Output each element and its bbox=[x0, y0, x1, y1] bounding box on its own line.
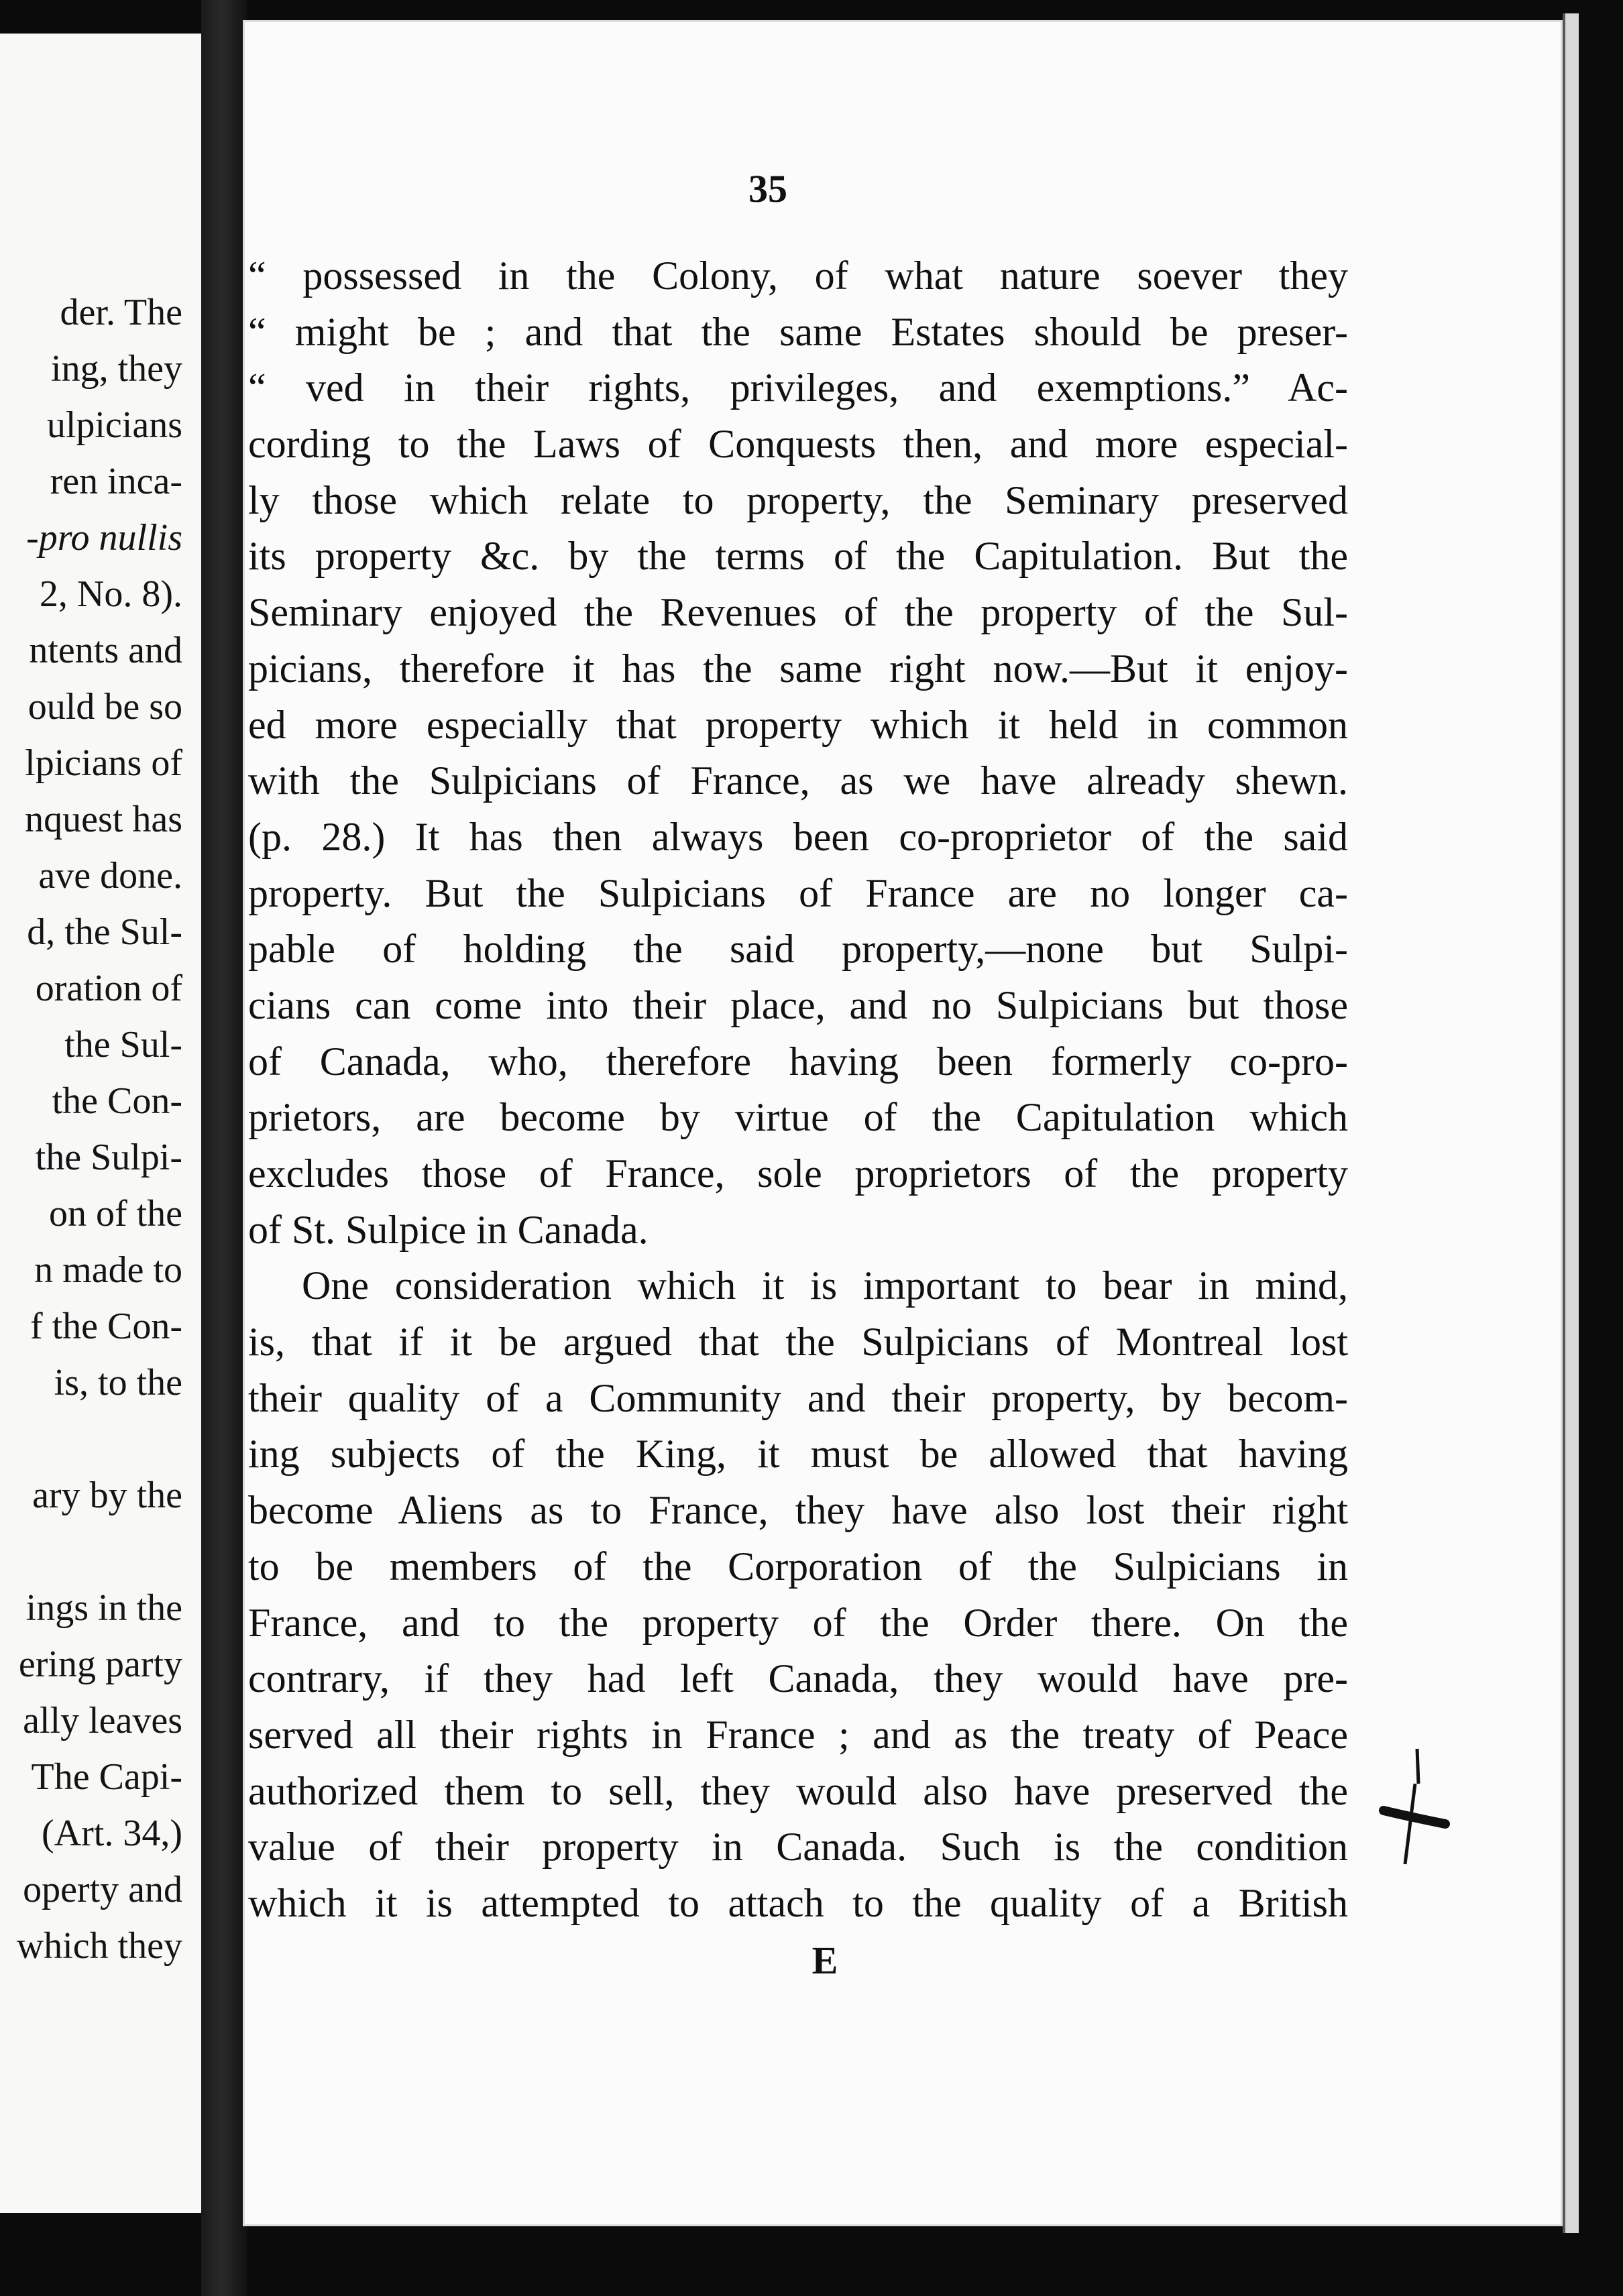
left-page-line: ntents and bbox=[29, 630, 182, 671]
left-page-line: which they bbox=[16, 1925, 182, 1967]
text-line: ed more especially that property which it held in common bbox=[248, 702, 1348, 747]
left-page-line: ing, they bbox=[51, 348, 182, 390]
left-page-line: d, the Sul- bbox=[27, 911, 182, 953]
text-line: excludes those of France, sole proprietors of the property bbox=[248, 1151, 1348, 1196]
text-line: One consideration which it is important to bear in mind, bbox=[302, 1263, 1348, 1308]
left-page-line: on of the bbox=[48, 1193, 182, 1235]
text-line: of Canada, who, therefore having been formerly co-pro- bbox=[248, 1039, 1348, 1084]
text-line: authorized them to sell, they would also have preserved the bbox=[248, 1768, 1348, 1813]
text-line: cians can come into their place, and no Sulpicians but those bbox=[248, 982, 1348, 1027]
left-page-line: nquest has bbox=[25, 799, 182, 840]
text-line: (p. 28.) It has then always been co-proprietor of the said bbox=[248, 814, 1348, 859]
left-page-line: ary by the bbox=[32, 1475, 182, 1516]
text-line: contrary, if they had left Canada, they would have pre- bbox=[248, 1656, 1348, 1701]
left-page-line: The Capi- bbox=[31, 1756, 182, 1798]
left-page-line: f the Con- bbox=[30, 1306, 182, 1347]
page-number: 35 bbox=[748, 167, 787, 211]
body-text bbox=[248, 248, 1348, 1932]
margin-mark-icon bbox=[1378, 1743, 1452, 1871]
text-line: their quality of a Community and their property, by becom- bbox=[248, 1375, 1348, 1420]
left-page-line: n made to bbox=[34, 1249, 182, 1291]
page-edge bbox=[1563, 13, 1579, 2233]
left-page-line: the Sulpi- bbox=[35, 1137, 182, 1178]
left-page-line: lpicians of bbox=[25, 742, 182, 784]
left-page-line: ould be so bbox=[27, 686, 182, 728]
text-line: of St. Sulpice in Canada. bbox=[248, 1207, 649, 1252]
text-line: become Aliens as to France, they have also lost their right bbox=[248, 1488, 1348, 1533]
text-line: value of their property in Canada. Such is the condition bbox=[248, 1825, 1348, 1870]
text-line: “ ved in their rights, privileges, and exemptions.” Ac- bbox=[248, 365, 1348, 410]
left-page-line: ering party bbox=[18, 1644, 182, 1685]
left-page bbox=[0, 34, 201, 2213]
left-page-line: oration of bbox=[35, 968, 182, 1009]
text-line: Seminary enjoyed the Revenues of the property of the Sul- bbox=[248, 590, 1348, 635]
text-line: ing subjects of the King, it must be allowed that having bbox=[248, 1432, 1348, 1477]
left-page-line: ulpicians bbox=[46, 404, 182, 446]
left-page-line: ally leaves bbox=[23, 1700, 182, 1741]
text-line: served all their rights in France ; and as the treaty of Peace bbox=[248, 1712, 1348, 1757]
text-line: pable of holding the said property,—none but Sulpi- bbox=[248, 927, 1348, 972]
left-page-line: (Art. 34,) bbox=[42, 1813, 182, 1854]
signature-mark: E bbox=[812, 1939, 838, 1982]
left-page-line: is, to the bbox=[54, 1362, 182, 1403]
text-line: picians, therefore it has the same right now.—But it enjoy- bbox=[248, 646, 1348, 691]
text-line: its property &c. by the terms of the Capitulation. But the bbox=[248, 534, 1348, 579]
text-line: prietors, are become by virtue of the Capitulation which bbox=[248, 1095, 1348, 1140]
text-line: France, and to the property of the Order there. On the bbox=[248, 1600, 1348, 1645]
text-line: cording to the Laws of Conquests then, and more especial- bbox=[248, 422, 1348, 467]
left-page-line: the Con- bbox=[52, 1080, 182, 1122]
left-page-line: operty and bbox=[23, 1869, 182, 1910]
left-page-line: -pro nullis bbox=[26, 517, 182, 559]
left-page-line: the Sul- bbox=[64, 1024, 182, 1066]
left-page-line: der. The bbox=[60, 292, 182, 333]
left-page-line: 2, No. 8). bbox=[39, 573, 182, 615]
text-line: is, that if it be argued that the Sulpicians of Montreal lost bbox=[248, 1320, 1348, 1365]
text-line: with the Sulpicians of France, as we have already shewn. bbox=[248, 758, 1348, 803]
text-line: “ might be ; and that the same Estates should be preser- bbox=[248, 309, 1348, 354]
left-page-line: ings in the bbox=[25, 1587, 182, 1629]
text-line: “ possessed in the Colony, of what nature soever they bbox=[248, 253, 1348, 298]
left-page-line: ave done. bbox=[38, 855, 182, 897]
text-line: which it is attempted to attach to the quality of a British bbox=[248, 1880, 1348, 1925]
book-gutter bbox=[201, 0, 247, 2296]
left-page-line: ren inca- bbox=[50, 461, 182, 502]
text-line: ly those which relate to property, the Seminary preserved bbox=[248, 477, 1348, 522]
text-line: to be members of the Corporation of the Sulpicians in bbox=[248, 1544, 1348, 1589]
text-line: property. But the Sulpicians of France are no longer ca- bbox=[248, 870, 1348, 915]
